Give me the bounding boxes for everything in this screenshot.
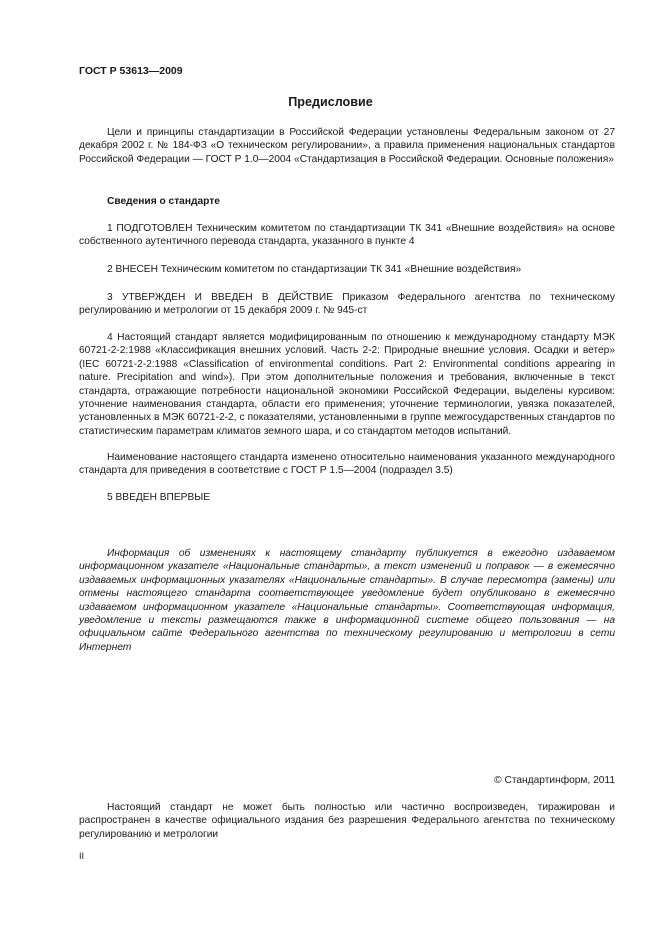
item-3-paragraph: 3 УТВЕРЖДЕН И ВВЕДЕН В ДЕЙСТВИЕ Приказом Федерального агентства по техническому регулированию и метрологии от 15 декабря 2009 г. № 945-ст (79, 292, 615, 317)
page-title: Предисловие (288, 95, 373, 109)
item-1-paragraph: 1 ПОДГОТОВЛЕН Техническим комитетом по стандартизации ТК 341 «Внешние воздействия» на основе собственного аутентичного перевода стандарта, указанного в пункте 4 (79, 223, 615, 248)
item-4-paragraph: 4 Настоящий стандарт является модифицированным по отношению к международному стандарту МЭК 60721-2-2:1988 «Классификация внешних условий. Часть 2-2: Природные внешние условия. Осадки и ветер» (IEC 60721-2-2:1988 «Classification of environmental conditions. Part 2: Environmental conditions appearing in nature. Precipitation and wind»). При этом дополнительные положения и требования, включенные в текст стандарта, отражающие потребности национальной экономики Российской Федерации, выделены курсивом: уточнение наименования стандарта, области его применения; уточнение терминологии, увязка показателей, установленных в МЭК 60721-2-2, с показателями, установленными в группе межгосударственных стандартов по статистическим параметрам климатов земного шара, и со стандартом методов испытаний. (79, 332, 615, 437)
reproduction-notice-paragraph: Настоящий стандарт не может быть полностью или частично воспроизведен, тиражирован и распространен в качестве официального издания без разрешения Федерального агентства по техническому регулированию и метрологии (79, 802, 615, 840)
item-5-paragraph: 5 ВВЕДЕН ВПЕРВЫЕ (107, 492, 211, 503)
item-2-paragraph: 2 ВНЕСЕН Техническим комитетом по стандартизации ТК 341 «Внешние воздействия» (107, 264, 522, 275)
info-notice-paragraph: Информация об изменениях к настоящему стандарту публикуется в ежегодно издаваемом информационном указателе «Национальные стандарты», а текст изменений и поправок — в ежемесячно издаваемых информационных указателях «Национальные стандарты». В случае пересмотра (замены) или отмены настоящего стандарта соответствующее уведомление будет опубликовано в ежемесячно издаваемом информационном указателе «Национальные стандарты». Соответствующая информация, уведомление и тексты размещаются также в информационной системе общего пользования — на официальном сайте Федерального агентства по техническому регулированию и метрологии в сети Интернет (79, 548, 615, 653)
item-4-name-note-paragraph: Наименование настоящего стандарта изменено относительно наименования указанного международного стандарта для приведения в соответствие с ГОСТ Р 1.5—2004 (подраздел 3.5) (79, 452, 615, 477)
intro-paragraph: Цели и принципы стандартизации в Российской Федерации установлены Федеральным законом от 27 декабря 2002 г. № 184-ФЗ «О техническом регулировании», а правила применения национальных стандартов Российской Федерации — ГОСТ Р 1.0—2004 «Стандартизация в Российской Федерации. Основные положения» (79, 127, 615, 165)
page-number: II (79, 851, 85, 861)
section-subheading: Сведения о стандарте (107, 196, 220, 207)
document-code-header: ГОСТ Р 53613—2009 (79, 65, 183, 77)
copyright-line: © Стандартинформ, 2011 (494, 775, 615, 786)
